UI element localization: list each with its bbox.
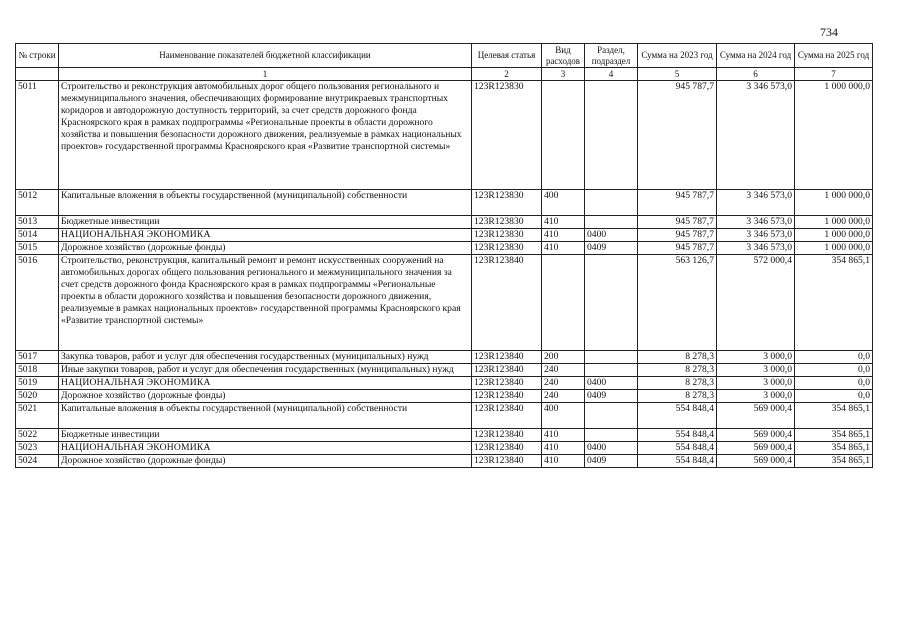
row-sum-2025: 0,0 [795,390,873,403]
row-name: Строительство и реконструкция автомобильных дорог общего пользования регионального и межмуниципального значения, обеспечивающих формирование внутрикраевых транспортных коридоров и автодорожную доступность территорий, за счет средств дорожного фонда Красноярского края в рамках подпрограммы «Региональные проекты в области дорожного хозяйства и повышения безопасности дорожного движения, реализуемые в рамках национальных проектов» государственной программы Красноярского края «Развитие транспортной системы» [59,81,472,190]
row-section: 0400 [585,229,638,242]
row-expense-type: 240 [542,364,585,377]
row-sum-2023: 8 278,3 [638,390,717,403]
row-expense-type: 200 [542,351,585,364]
header-sum-2024: Сумма на 2024 год [717,44,795,68]
row-sum-2024: 3 346 573,0 [717,190,795,216]
row-expense-type: 410 [542,455,585,468]
row-name: НАЦИОНАЛЬНАЯ ЭКОНОМИКА [59,377,472,390]
column-number: 4 [585,68,638,81]
row-expense-type: 410 [542,442,585,455]
row-sum-2024: 3 000,0 [717,351,795,364]
row-sum-2025: 354 865,1 [795,403,873,429]
row-target-code: 123R123840 [472,442,542,455]
row-sum-2024: 3 346 573,0 [717,81,795,190]
row-number: 5018 [16,364,59,377]
row-sum-2023: 945 787,7 [638,81,717,190]
row-target-code: 123R123830 [472,242,542,255]
row-target-code: 123R123830 [472,229,542,242]
header-name: Наименование показателей бюджетной классификации [59,44,472,68]
row-number: 5019 [16,377,59,390]
row-expense-type: 240 [542,390,585,403]
table-row [16,216,873,229]
column-number: 3 [542,68,585,81]
row-target-code: 123R123830 [472,216,542,229]
row-sum-2023: 945 787,7 [638,190,717,216]
column-number: 1 [59,68,472,81]
row-sum-2025: 1 000 000,0 [795,216,873,229]
row-sum-2025: 0,0 [795,377,873,390]
column-number-blank [16,68,59,81]
table-row [16,403,873,429]
row-section [585,81,638,190]
row-expense-type: 400 [542,190,585,216]
row-section [585,351,638,364]
row-section [585,216,638,229]
table-row [16,255,873,351]
row-number: 5020 [16,390,59,403]
row-expense-type [542,255,585,351]
row-target-code: 123R123840 [472,351,542,364]
row-number: 5014 [16,229,59,242]
row-name: Строительство, реконструкция, капитальный ремонт и ремонт искусственных сооружений на автомобильных дорогах общего пользования регионального и межмуниципального значения за счет средств дорожного фонда Красноярского края в рамках подпрограммы «Региональные проекты в области дорожного хозяйства и повышения безопасности дорожного движения, реализуемые в рамках национальных проектов» государственной программы Красноярского края «Развитие транспортной системы» [59,255,472,351]
header-razdel: Раздел, подраздел [585,44,638,68]
table-row [16,377,873,390]
row-sum-2025: 1 000 000,0 [795,229,873,242]
row-sum-2023: 554 848,4 [638,442,717,455]
row-section: 0400 [585,442,638,455]
row-sum-2024: 3 000,0 [717,377,795,390]
row-target-code: 123R123840 [472,403,542,429]
row-sum-2023: 8 278,3 [638,364,717,377]
column-number: 7 [795,68,873,81]
row-section [585,255,638,351]
row-number: 5012 [16,190,59,216]
table-row [16,455,873,468]
row-number: 5016 [16,255,59,351]
row-name: Дорожное хозяйство (дорожные фонды) [59,242,472,255]
row-sum-2025: 354 865,1 [795,442,873,455]
budget-table [15,43,873,468]
header-num: № строки [16,44,59,68]
row-section: 0400 [585,377,638,390]
row-expense-type: 400 [542,403,585,429]
row-sum-2023: 554 848,4 [638,455,717,468]
row-name: Капитальные вложения в объекты государственной (муниципальной) собственности [59,403,472,429]
row-sum-2025: 354 865,1 [795,255,873,351]
row-target-code: 123R123840 [472,255,542,351]
row-section: 0409 [585,390,638,403]
column-number: 2 [472,68,542,81]
row-target-code: 123R123840 [472,390,542,403]
row-sum-2024: 3 346 573,0 [717,216,795,229]
row-sum-2023: 945 787,7 [638,229,717,242]
header-row [16,44,873,68]
row-sum-2023: 554 848,4 [638,429,717,442]
row-sum-2025: 354 865,1 [795,455,873,468]
row-section [585,190,638,216]
row-sum-2025: 0,0 [795,351,873,364]
row-number: 5017 [16,351,59,364]
table-row [16,81,873,190]
row-expense-type: 240 [542,377,585,390]
row-name: НАЦИОНАЛЬНАЯ ЭКОНОМИКА [59,229,472,242]
row-sum-2023: 945 787,7 [638,242,717,255]
row-sum-2025: 1 000 000,0 [795,242,873,255]
row-sum-2024: 569 000,4 [717,442,795,455]
row-sum-2024: 3 000,0 [717,390,795,403]
row-sum-2023: 8 278,3 [638,377,717,390]
row-sum-2025: 1 000 000,0 [795,81,873,190]
row-number: 5021 [16,403,59,429]
row-name: НАЦИОНАЛЬНАЯ ЭКОНОМИКА [59,442,472,455]
table-row [16,229,873,242]
row-expense-type: 410 [542,216,585,229]
row-expense-type: 410 [542,242,585,255]
row-section: 0409 [585,455,638,468]
row-number: 5015 [16,242,59,255]
table-row [16,429,873,442]
table-row [16,390,873,403]
table-row [16,364,873,377]
row-number: 5022 [16,429,59,442]
row-expense-type: 410 [542,429,585,442]
row-expense-type [542,81,585,190]
row-sum-2023: 945 787,7 [638,216,717,229]
row-sum-2024: 569 000,4 [717,403,795,429]
header-sum-2025: Сумма на 2025 год [795,44,873,68]
row-target-code: 123R123840 [472,377,542,390]
row-section [585,364,638,377]
page-number: 734 [820,25,838,39]
row-number: 5013 [16,216,59,229]
row-name: Капитальные вложения в объекты государственной (муниципальной) собственности [59,190,472,216]
row-sum-2024: 3 346 573,0 [717,242,795,255]
row-target-code: 123R123830 [472,190,542,216]
table-row [16,351,873,364]
row-number: 5011 [16,81,59,190]
row-sum-2025: 1 000 000,0 [795,190,873,216]
row-sum-2023: 563 126,7 [638,255,717,351]
column-number: 5 [638,68,717,81]
row-target-code: 123R123840 [472,364,542,377]
row-sum-2024: 3 346 573,0 [717,229,795,242]
row-sum-2024: 572 000,4 [717,255,795,351]
row-number: 5024 [16,455,59,468]
header-sum-2023: Сумма на 2023 год [638,44,717,68]
row-name: Дорожное хозяйство (дорожные фонды) [59,390,472,403]
row-sum-2023: 8 278,3 [638,351,717,364]
table-row [16,442,873,455]
row-sum-2025: 354 865,1 [795,429,873,442]
row-number: 5023 [16,442,59,455]
row-section [585,429,638,442]
table-row [16,190,873,216]
header-vid: Вид расходов [542,44,585,68]
row-name: Бюджетные инвестиции [59,216,472,229]
table-row [16,242,873,255]
row-sum-2024: 569 000,4 [717,455,795,468]
row-sum-2024: 3 000,0 [717,364,795,377]
row-name: Иные закупки товаров, работ и услуг для обеспечения государственных (муниципальных) нужд [59,364,472,377]
row-sum-2023: 554 848,4 [638,403,717,429]
column-number-row [16,68,873,81]
column-number: 6 [717,68,795,81]
row-sum-2025: 0,0 [795,364,873,377]
row-target-code: 123R123830 [472,81,542,190]
row-target-code: 123R123840 [472,455,542,468]
row-name: Закупка товаров, работ и услуг для обеспечения государственных (муниципальных) нужд [59,351,472,364]
row-target-code: 123R123840 [472,429,542,442]
header-code: Целевая статья [472,44,542,68]
row-section [585,403,638,429]
row-name: Дорожное хозяйство (дорожные фонды) [59,455,472,468]
row-section: 0409 [585,242,638,255]
row-expense-type: 410 [542,229,585,242]
row-sum-2024: 569 000,4 [717,429,795,442]
row-name: Бюджетные инвестиции [59,429,472,442]
